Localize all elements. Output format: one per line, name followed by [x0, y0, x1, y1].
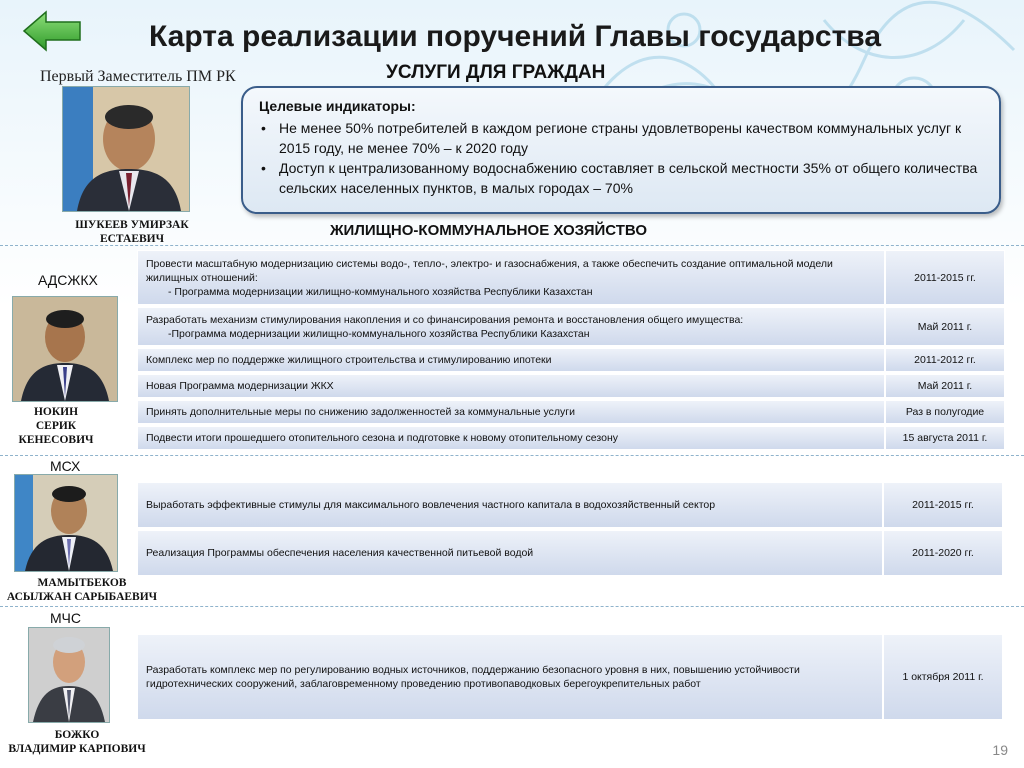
task-text: Реализация Программы обеспечения населения качественной питьевой водой — [137, 530, 883, 576]
task-text: Новая Программа модернизации ЖКХ — [137, 374, 885, 398]
page-subtitle: УСЛУГИ ДЛЯ ГРАЖДАН — [386, 62, 606, 83]
task-date: 2011-2015 гг. — [885, 250, 1005, 305]
back-arrow-icon — [22, 10, 84, 52]
page-title: Карта реализации поручений Главы государства — [148, 20, 882, 53]
photo-msh-official — [14, 474, 118, 572]
task-row — [137, 426, 1005, 450]
task-row — [137, 348, 1005, 372]
task-text: Принять дополнительные меры по снижению задолженностей за коммунальные услуги — [137, 400, 885, 424]
mchs-official-name: БОЖКО ВЛАДИМИР КАРПОВИЧ — [8, 729, 146, 755]
org-label-mchs: МЧС — [50, 610, 81, 626]
task-text: Выработать эффективные стимулы для максимального вовлечения частного капитала в водохозяйственный сектор — [137, 482, 883, 528]
task-text: Подвести итоги прошедшего отопительного сезона и подготовке к новому отопительному сезону — [137, 426, 885, 450]
task-row — [137, 634, 1003, 720]
divider — [0, 455, 1024, 456]
role-label: Первый Заместитель ПМ РК — [40, 68, 236, 85]
section-title: ЖИЛИЩНО-КОММУНАЛЬНОЕ ХОЗЯЙСТВО — [330, 222, 648, 239]
task-row — [137, 250, 1005, 305]
target-indicators-heading: Целевые индикаторы: — [259, 98, 416, 114]
task-text: Провести масштабную модернизацию системы водо-, тепло-, электро- и газоснабжения, а также обеспечить создание оптимальной модели жилищных отношений: - Программа модернизации жилищно-коммунального хозяйства Республики Казахстан — [137, 250, 885, 305]
task-row — [137, 307, 1005, 346]
task-text: Комплекс мер по поддержке жилищного строительства и стимулированию ипотеки — [137, 348, 885, 372]
target-indicators-box — [241, 86, 1001, 214]
back-button[interactable] — [22, 10, 84, 52]
photo-adszhkh-official — [12, 296, 118, 402]
task-row — [137, 374, 1005, 398]
task-row — [137, 482, 1003, 528]
main-official-name: ШУКЕЕВ УМИРЗАК ЕСТАЕВИЧ — [75, 219, 189, 245]
org-label-msh: МСХ — [50, 458, 81, 474]
org-label-adszhkh: АДСЖКХ — [38, 272, 98, 288]
task-row — [137, 530, 1003, 576]
photo-mchs-official — [28, 627, 110, 723]
target-indicator-item: • Не менее 50% потребителей в каждом регионе страны удовлетворены качеством коммунальных услуг к 2015 году, не менее 70% – к 2020 году — [259, 118, 983, 158]
task-row — [137, 400, 1005, 424]
task-text: Разработать механизм стимулирования накопления и со финансирования ремонта и восстановления общего имущества: -Программа модернизации жилищно-коммунального хозяйства Республики Казахстан — [137, 307, 885, 346]
task-date: 2011-2012 гг. — [885, 348, 1005, 372]
task-text: Разработать комплекс мер по регулированию водных источников, поддержанию безопасного уровня в них, повышению устойчивости гидротехнических сооружений, заблаговременному проведению противопаводковых берегоукрепительных работ — [137, 634, 883, 720]
task-date: Май 2011 г. — [885, 374, 1005, 398]
task-date: 2011-2020 гг. — [883, 530, 1003, 576]
task-date: 1 октября 2011 г. — [883, 634, 1003, 720]
msh-official-name: МАМЫТБЕКОВ АСЫЛЖАН САРЫБАЕВИЧ — [6, 577, 158, 603]
photo-main-official — [62, 86, 190, 212]
page-number: 19 — [992, 742, 1008, 758]
divider — [0, 245, 1024, 246]
divider — [0, 606, 1024, 607]
adszhkh-official-name: НОКИН СЕРИК КЕНЕСОВИЧ — [18, 406, 94, 446]
target-indicator-item: • Доступ к централизованному водоснабжению составляет в сельской местности 35% от общего количества сельских населенных пунктов, в малых городах – 70% — [259, 158, 983, 198]
task-date: Май 2011 г. — [885, 307, 1005, 346]
task-date: 15 августа 2011 г. — [885, 426, 1005, 450]
task-date: 2011-2015 гг. — [883, 482, 1003, 528]
task-date: Раз в полугодие — [885, 400, 1005, 424]
